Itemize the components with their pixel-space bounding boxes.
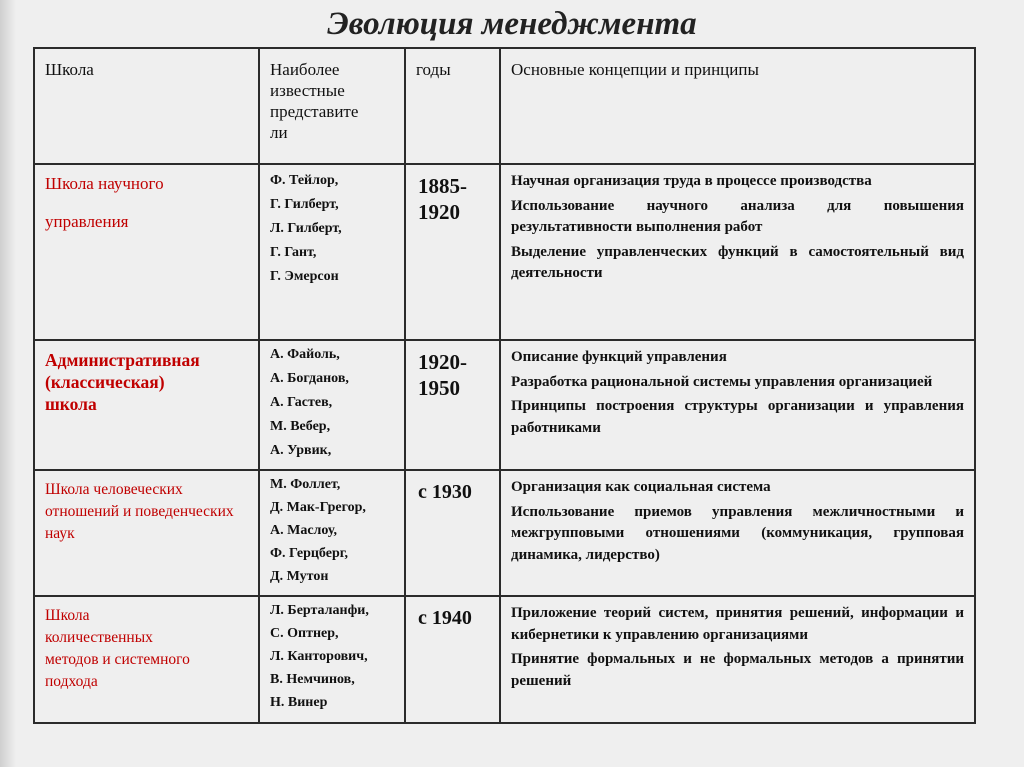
header-years-cell bbox=[405, 48, 500, 164]
representative: Д. Мутон bbox=[270, 569, 329, 584]
concept-item: Организация как социальная система bbox=[511, 479, 771, 495]
years-cell bbox=[405, 164, 500, 340]
school-name: Административная (классическая) школа bbox=[45, 350, 200, 414]
concepts-list bbox=[501, 341, 974, 439]
representatives-list bbox=[260, 471, 404, 588]
years-value: с 1930 bbox=[418, 481, 472, 503]
representative: А. Файоль, bbox=[270, 347, 340, 362]
representative: Л. Гилберт, bbox=[270, 221, 342, 236]
representatives-list bbox=[260, 165, 404, 289]
representative: Ф. Тейлор, bbox=[270, 173, 339, 188]
representative: Д. Мак-Грегор, bbox=[270, 500, 366, 515]
header-representatives-cell bbox=[259, 48, 405, 164]
representative: С. Оптнер, bbox=[270, 626, 339, 641]
concepts-cell bbox=[500, 596, 975, 723]
representative: В. Немчинов, bbox=[270, 672, 355, 687]
concept-item: Использование научного анализа для повышения результативности выполнения работ bbox=[511, 197, 964, 235]
representative: Н. Винер bbox=[270, 695, 328, 710]
concept-item: Разработка рациональной системы управления организацией bbox=[511, 373, 933, 390]
school-cell bbox=[34, 340, 259, 470]
representative: А. Маслоу, bbox=[270, 523, 337, 538]
representative: Л. Канторович, bbox=[270, 649, 368, 664]
years-value: 1885- 1920 bbox=[418, 174, 467, 224]
school-cell bbox=[34, 596, 259, 723]
representatives-cell bbox=[259, 470, 405, 596]
representative: М. Вебер, bbox=[270, 419, 331, 434]
header-school-cell bbox=[34, 48, 259, 164]
representative: М. Фоллет, bbox=[270, 477, 341, 492]
header-representatives: Наиболее известные представите ли bbox=[270, 60, 359, 142]
school-name: Школа человеческих отношений и поведенческих наук bbox=[45, 481, 234, 542]
header-concepts-cell bbox=[500, 48, 975, 164]
concepts-list bbox=[501, 165, 974, 285]
school-name: Школа количественных методов и системного подхода bbox=[45, 607, 190, 690]
representative: А. Урвик, bbox=[270, 443, 332, 458]
page-title: Эволюция менеджмента bbox=[327, 6, 697, 42]
concepts-cell bbox=[500, 470, 975, 596]
representative: А. Гастев, bbox=[270, 395, 333, 410]
representatives-list bbox=[260, 341, 404, 463]
concepts-cell bbox=[500, 340, 975, 470]
years-cell bbox=[405, 596, 500, 723]
table-row bbox=[34, 470, 975, 596]
header-concepts: Основные концепции и принципы bbox=[511, 60, 759, 79]
management-evolution-table bbox=[33, 47, 976, 724]
years-cell bbox=[405, 340, 500, 470]
header-years: годы bbox=[416, 60, 451, 79]
school-cell bbox=[34, 470, 259, 596]
slide-edge-shadow bbox=[0, 0, 16, 767]
school-name: Школа научного управления bbox=[45, 174, 164, 231]
representatives-cell bbox=[259, 164, 405, 340]
concept-item: Приложение теорий систем, принятия решений, информации и кибернетики к управлению организациями bbox=[511, 605, 964, 643]
concept-item: Научная организация труда в процессе производства bbox=[511, 173, 872, 189]
concept-item: Выделение управленческих функций в самостоятельный вид деятельности bbox=[511, 243, 964, 281]
representative: Г. Эмерсон bbox=[270, 269, 339, 284]
representative: Г. Гант, bbox=[270, 245, 317, 260]
concepts-cell bbox=[500, 164, 975, 340]
representatives-list bbox=[260, 597, 404, 714]
concept-item: Описание функций управления bbox=[511, 349, 727, 365]
years-value: с 1940 bbox=[418, 607, 472, 629]
representative: Ф. Герцберг, bbox=[270, 546, 349, 561]
representatives-cell bbox=[259, 340, 405, 470]
table-row bbox=[34, 164, 975, 340]
representative: Г. Гилберт, bbox=[270, 197, 339, 212]
concepts-list bbox=[501, 597, 974, 692]
concept-item: Принципы построения структуры организации и управления работниками bbox=[511, 398, 964, 436]
representative: Л. Берталанфи, bbox=[270, 603, 369, 618]
table-row bbox=[34, 340, 975, 470]
concepts-list bbox=[501, 471, 974, 566]
table-header-row bbox=[34, 48, 975, 164]
years-cell bbox=[405, 470, 500, 596]
school-cell bbox=[34, 164, 259, 340]
table-row bbox=[34, 596, 975, 723]
years-value: 1920- 1950 bbox=[418, 350, 467, 400]
representative: А. Богданов, bbox=[270, 371, 349, 386]
concept-item: Принятие формальных и не формальных методов а принятии решений bbox=[511, 651, 964, 689]
concept-item: Использование приемов управления межличностными и межгрупповыми отношениями (коммуникация, групповая динамика, лидерство) bbox=[511, 503, 964, 563]
header-school: Школа bbox=[45, 60, 94, 79]
representatives-cell bbox=[259, 596, 405, 723]
